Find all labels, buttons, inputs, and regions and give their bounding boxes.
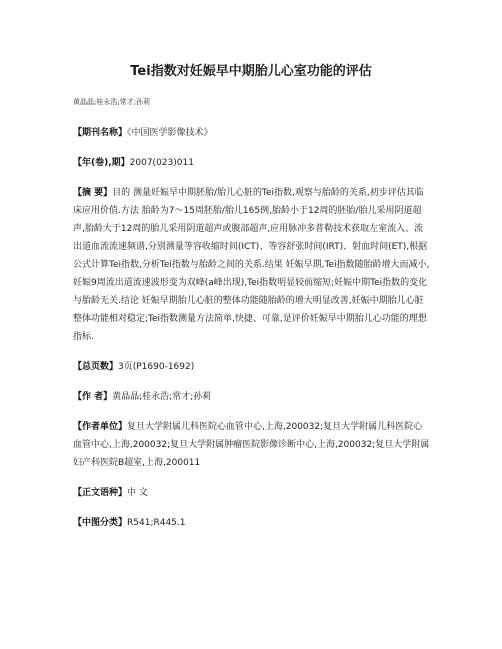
field-label: 【作 者】 <box>73 392 113 402</box>
field-authors <box>73 388 430 406</box>
field-value: 3页(P1690-1692) <box>118 362 195 372</box>
field-value: 复旦大学附属儿科医院心血管中心,上海,200032;复旦大学附属儿科医院心血管中心,上海,200032;复旦大学附属肿瘤医院影像诊断中心,上海,200032;复旦大学附属妇产科医院B超室,上海,200011 <box>73 422 430 468</box>
field-total-pages <box>73 358 430 376</box>
field-value: 2007(023)011 <box>129 158 194 168</box>
field-abstract <box>73 184 430 346</box>
field-value: R541;R445.1 <box>127 518 186 528</box>
field-value: 目的 测量妊娠早中期胚胎/胎儿心脏的Tei指数,观察与胎龄的关系,初步评估其临床应用价值.方法 胎龄为7～15周胚胎/胎儿165例,胎龄小于12周的胚胎/胎儿采用阴道超声,胎龄大于12周的胎儿采用阴道超声或腹部超声,应用脉冲多普勒技术获取左室流入、流出道血流流速频谱,分别测量等容收缩时间(ICT)、等容舒张时间(IRT)、射血时间(ET),根据公式计算Tei指数,分析Tei指数与胎龄之间的关系.结果 妊娠早期,Tei指数随胎龄增大而减小,妊娠9周流出道流速波形变为双峰(a峰出现),Tei指数明显较前缩短;妊娠中期Tei指数的变化与胎龄无关.结论 妊娠早期胎儿心脏的整体功能随胎龄的增大明显改善,妊娠中期胎儿心脏整体功能相对稳定;Tei指数测量方法简单,快捷、可靠,是评价妊娠早中期胎儿心功能的理想指标. <box>73 188 430 342</box>
field-value: 黄晶晶;桂永浩;常才;孙莉 <box>112 392 212 402</box>
authors-line: 黄晶晶;桂永浩;常才;孙莉 <box>73 98 151 106</box>
field-affiliations <box>73 418 430 472</box>
metadata-list <box>73 124 430 544</box>
field-journal <box>73 124 430 142</box>
field-language <box>73 484 430 502</box>
field-label: 【摘 要】 <box>73 188 113 198</box>
article-title: Tei指数对妊娠早中期胎儿心室功能的评估 <box>130 64 372 79</box>
field-value: 中 文 <box>127 488 148 498</box>
field-label: 【总页数】 <box>73 362 119 372</box>
field-classification <box>73 514 430 532</box>
field-label: 【作者单位】 <box>73 422 128 432</box>
field-label: 【中图分类】 <box>73 518 128 528</box>
field-label: 【期刊名称】 <box>73 128 128 138</box>
field-label: 【年(卷),期】 <box>73 158 130 168</box>
field-year-volume-issue <box>73 154 430 172</box>
field-label: 【正文语种】 <box>73 488 128 498</box>
field-value: 《中国医学影像技术》 <box>127 128 213 138</box>
